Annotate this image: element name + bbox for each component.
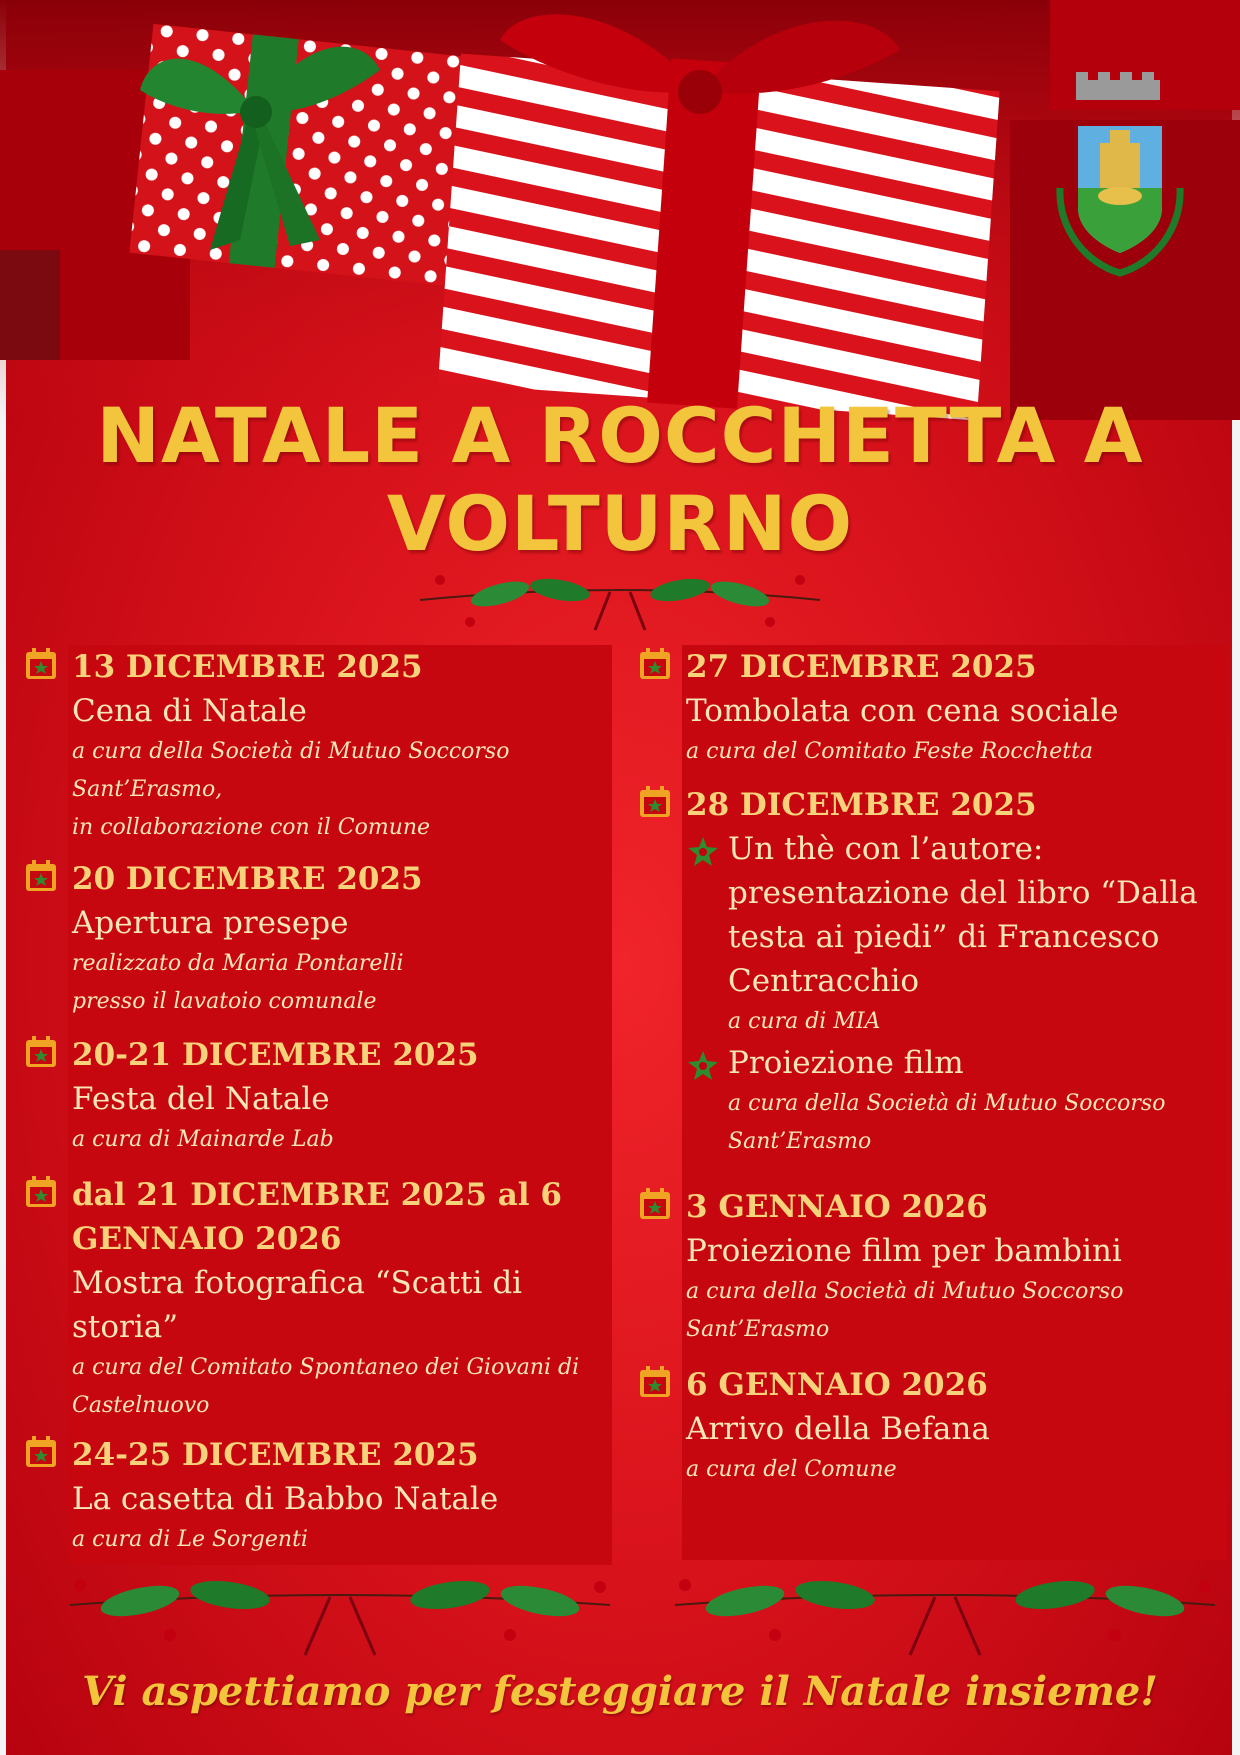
sub-event-title: Un thè con l’autore: [728,831,1044,867]
event-date: 20-21 DICEMBRE 2025 [72,1037,479,1073]
holly-garland-bottom-left [60,1565,620,1665]
event-28-dicembre [686,783,1216,1161]
calendar-icon [638,785,672,819]
event-organizer: a cura del Comitato Feste Rocchetta [686,739,1094,764]
event-organizer: Sant’Erasmo, [72,777,223,802]
event-title: Apertura presepe [72,905,349,941]
holly-star-icon [686,835,720,869]
event-organizer: a cura della Società di Mutuo Soccorso [728,1091,1166,1116]
calendar-icon [24,647,58,681]
event-organizer: Sant’Erasmo [686,1317,830,1342]
event-title: storia” [72,1309,179,1345]
event-title: Mostra fotografica “Scatti di [72,1265,523,1301]
event-title: La casetta di Babbo Natale [72,1481,499,1517]
event-date: 6 GENNAIO 2026 [686,1367,988,1403]
event-date: 24-25 DICEMBRE 2025 [72,1437,479,1473]
title-line-2: VOLTURNO [386,479,854,568]
event-6-gennaio [686,1363,990,1489]
sub-event-title: Centracchio [728,963,920,999]
event-27-dicembre [686,645,1118,771]
event-date: GENNAIO 2026 [72,1221,342,1257]
calendar-icon [638,1187,672,1221]
event-3-gennaio [686,1185,1123,1349]
holly-star-icon [686,1049,720,1083]
event-title: Festa del Natale [72,1081,330,1117]
calendar-icon [638,647,672,681]
municipal-coat-of-arms [1040,68,1210,298]
event-title: Proiezione film per bambini [686,1233,1122,1269]
event-date: 28 DICEMBRE 2025 [686,787,1037,823]
sub-event-title: testa ai piedi” di Francesco [728,919,1160,955]
event-13-dicembre [72,645,509,847]
event-organizer: Sant’Erasmo [728,1129,872,1154]
event-20-21-dicembre [72,1033,479,1159]
event-organizer: a cura di MIA [728,1009,881,1034]
sub-event-title: presentazione del libro “Dalla [728,875,1198,911]
sub-event-title: Proiezione film [728,1045,964,1081]
events-right-column [682,645,1227,1560]
event-organizer: a cura del Comitato Spontaneo dei Giovani di [72,1355,580,1380]
event-title: Tombolata con cena sociale [686,693,1119,729]
calendar-icon [24,859,58,893]
event-date: 13 DICEMBRE 2025 [72,649,423,685]
event-title: Arrivo della Befana [686,1411,990,1447]
event-20-dicembre [72,857,423,1021]
holly-garland-top [410,560,830,640]
event-organizer: realizzato da Maria Pontarelli [72,951,404,976]
sub-event-tea-with-author [686,827,1216,1041]
footer-message: Vi aspettiamo per festeggiare il Natale insieme! [82,1668,1158,1715]
sub-event-film [686,1041,1216,1161]
event-organizer: a cura di Le Sorgenti [72,1527,308,1552]
calendar-icon [24,1035,58,1069]
event-organizer: a cura di Mainarde Lab [72,1127,334,1152]
event-organizer: Castelnuovo [72,1393,210,1418]
event-organizer: in collaborazione con il Comune [72,815,431,840]
event-title: Cena di Natale [72,693,307,729]
poster-title [40,392,1200,568]
event-organizer: a cura del Comune [686,1457,897,1482]
event-date: 27 DICEMBRE 2025 [686,649,1037,685]
event-24-25-dicembre [72,1433,498,1559]
event-organizer: a cura della Società di Mutuo Soccorso [686,1279,1124,1304]
event-date: 3 GENNAIO 2026 [686,1189,988,1225]
events-left-column [68,645,612,1565]
calendar-icon [638,1365,672,1399]
event-date: dal 21 DICEMBRE 2025 al 6 [72,1177,562,1213]
event-organizer: a cura della Società di Mutuo Soccorso [72,739,510,764]
event-organizer: presso il lavatoio comunale [72,989,377,1014]
holly-garland-bottom-right [665,1565,1225,1665]
calendar-icon [24,1435,58,1469]
title-line-1: NATALE A ROCCHETTA A [96,391,1144,480]
event-date: 20 DICEMBRE 2025 [72,861,423,897]
calendar-icon [24,1175,58,1209]
event-mostra-fotografica [72,1173,579,1425]
